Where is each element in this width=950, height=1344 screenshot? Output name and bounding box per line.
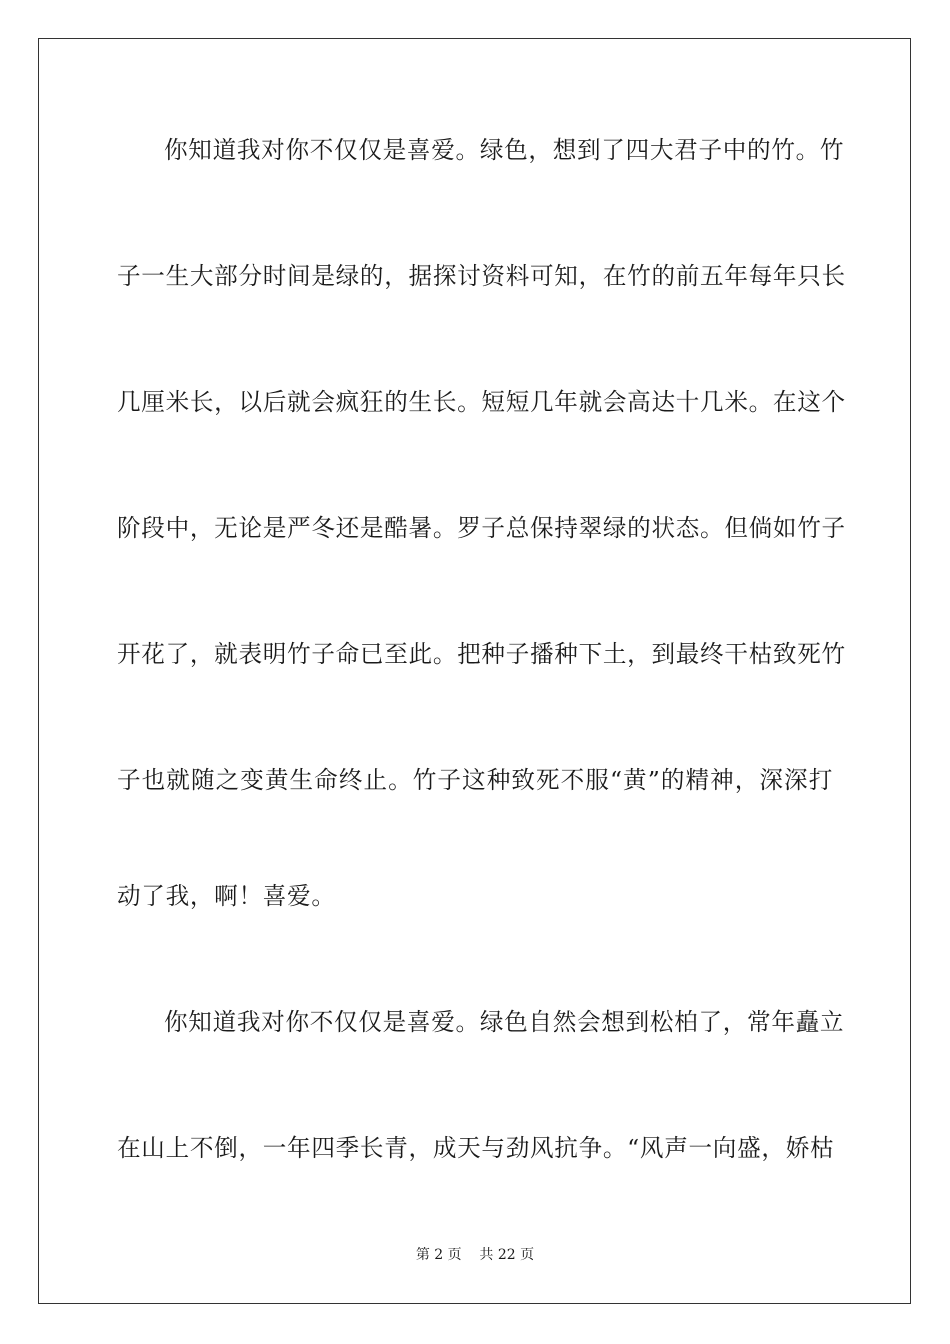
paragraph-line: 动了我，啊！喜爱。: [117, 882, 336, 910]
paragraph-line: 阶段中，无论是严冬还是酷暑。罗子总保持翠绿的状态。但倘如竹子: [117, 514, 846, 542]
paragraph-line: 子一生大部分时间是绿的，据探讨资料可知，在竹的前五年每年只长: [117, 262, 846, 290]
page-number-footer: 第 2 页 共 22 页: [415, 1247, 535, 1263]
paragraph-line: 子也就随之变黄生命终止。竹子这种致死不服“黄”的精神，深深打: [117, 766, 833, 794]
page-border: [38, 38, 911, 1304]
paragraph-line: 你知道我对你不仅仅是喜爱。绿色，想到了四大君子中的竹。竹: [164, 136, 845, 164]
paragraph-line: 你知道我对你不仅仅是喜爱。绿色自然会想到松柏了，常年矗立: [164, 1008, 845, 1036]
paragraph-line: 在山上不倒，一年四季长青，成天与劲风抗争。“风声一向盛，娇枯: [117, 1134, 835, 1162]
paragraph-line: 几厘米长，以后就会疯狂的生长。短短几年就会高达十几米。在这个: [117, 388, 846, 416]
paragraph-line: 开花了，就表明竹子命已至此。把种子播种下土，到最终干枯致死竹: [117, 640, 846, 668]
